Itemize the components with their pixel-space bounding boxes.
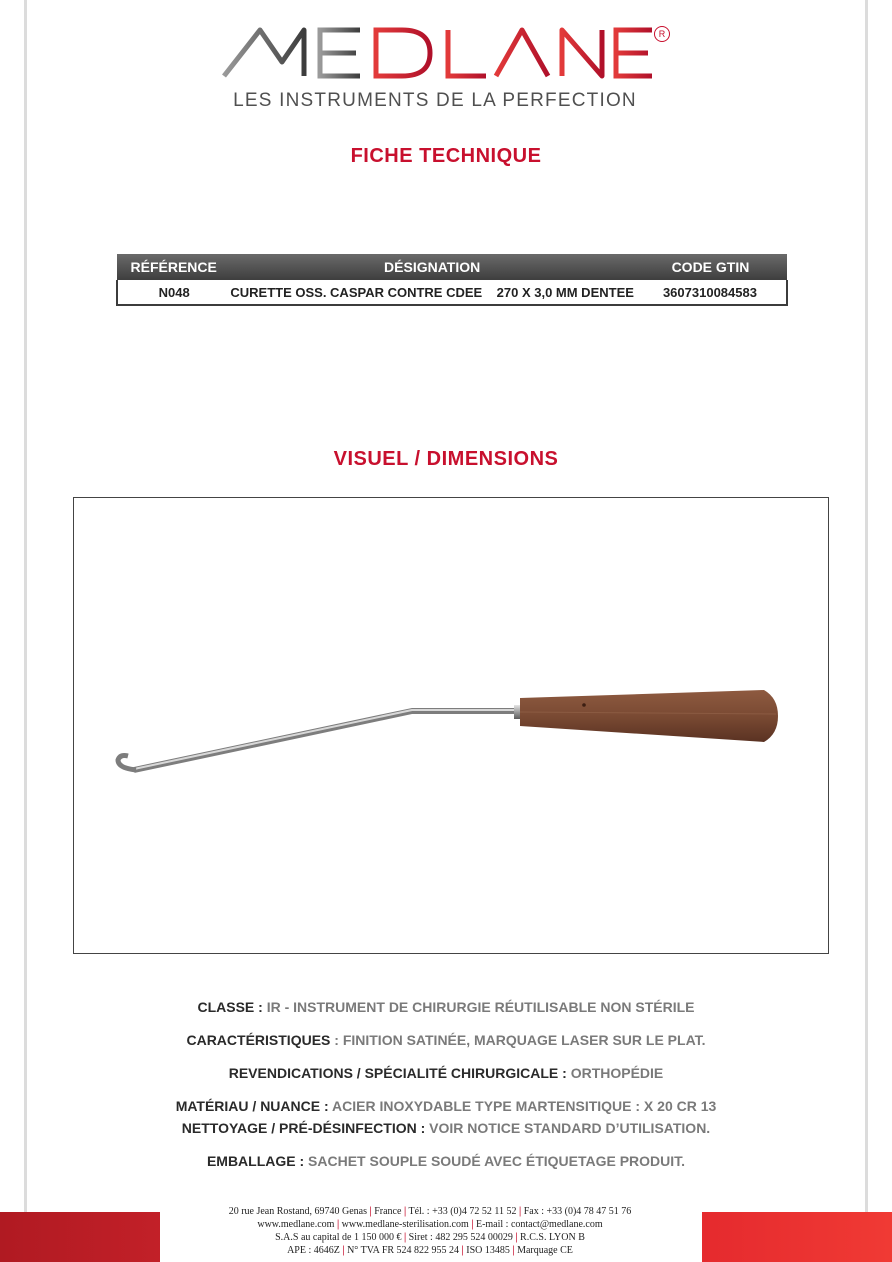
- cell-reference: N048: [117, 280, 230, 305]
- footer-ape: APE : 4646Z: [287, 1245, 340, 1256]
- cell-gtin: 3607310084583: [634, 280, 787, 305]
- spec-value: IR - INSTRUMENT DE CHIRURGIE RÉUTILISABLE NON STÉRILE: [266, 999, 695, 1015]
- header-designation: DÉSIGNATION: [230, 254, 634, 280]
- registered-mark: R: [654, 26, 670, 42]
- footer-website[interactable]: www.medlane.com: [257, 1219, 335, 1230]
- footer-accent-left: [0, 1212, 160, 1262]
- spec-nettoyage: [0, 1117, 892, 1139]
- footer-web-line: www.medlane.com | www.medlane-sterilisation.com | E-mail : contact@medlane.com: [257, 1219, 603, 1230]
- curette-image: [74, 498, 830, 955]
- spec-materiau: [0, 1095, 892, 1117]
- header-gtin: CODE GTIN: [634, 254, 787, 280]
- table-header-row: [117, 254, 787, 280]
- reference-table: [116, 254, 788, 306]
- footer-fax: Fax : +33 (0)4 78 47 51 76: [523, 1206, 632, 1217]
- spec-label: EMBALLAGE :: [206, 1153, 309, 1169]
- spec-value: ACIER INOXYDABLE TYPE MARTENSITIQUE : X 20 CR 13: [332, 1098, 717, 1114]
- cell-designation: CURETTE OSS. CASPAR CONTRE CDEE 270 X 3,0 MM DENTEE: [230, 280, 634, 305]
- spec-label: CLASSE :: [197, 999, 267, 1015]
- spec-value: : FINITION SATINÉE, MARQUAGE LASER SUR LE PLAT.: [330, 1032, 706, 1048]
- company-footer: [160, 1205, 700, 1257]
- spec-label: NETTOYAGE / PRÉ-DÉSINFECTION :: [181, 1120, 430, 1136]
- spec-classe: [0, 996, 892, 1018]
- visuel-dimensions-title: VISUEL / DIMENSIONS: [333, 448, 559, 470]
- footer-registration-line: APE : 4646Z | N° TVA FR 524 822 955 24 | ISO 13485 | Marquage CE: [287, 1245, 573, 1256]
- footer-accent-right: [702, 1212, 892, 1262]
- spec-value: VOIR NOTICE STANDARD D’UTILISATION.: [429, 1120, 711, 1136]
- footer-iso: ISO 13485: [466, 1245, 510, 1256]
- brand-tagline: LES INSTRUMENTS DE LA PERFECTION: [233, 90, 637, 111]
- fiche-technique-title: FICHE TECHNIQUE: [350, 145, 542, 167]
- footer-website-sterilisation[interactable]: www.medlane-sterilisation.com: [341, 1219, 469, 1230]
- footer-capital: S.A.S au capital de 1 150 000 €: [275, 1232, 402, 1243]
- spec-label: REVENDICATIONS / SPÉCIALITÉ CHIRURGICALE :: [228, 1065, 571, 1081]
- specifications: [0, 996, 892, 1172]
- spec-label: CARACTÉRISTIQUES: [186, 1032, 331, 1048]
- footer-address: 20 rue Jean Rostand, 69740 Genas: [228, 1206, 368, 1217]
- spec-emballage: [0, 1150, 892, 1172]
- footer-rcs: R.C.S. LYON B: [520, 1232, 585, 1243]
- table-row: [117, 280, 787, 305]
- footer-marquage: Marquage CE: [517, 1245, 573, 1256]
- spec-value: SACHET SOUPLE SOUDÉ AVEC ÉTIQUETAGE PRODUIT.: [308, 1153, 686, 1169]
- spec-revendications: [0, 1062, 892, 1084]
- footer-tva: N° TVA FR 524 822 955 24: [347, 1245, 460, 1256]
- spec-value: ORTHOPÉDIE: [570, 1065, 664, 1081]
- spec-label: MATÉRIAU / NUANCE :: [175, 1098, 333, 1114]
- footer-email[interactable]: E-mail : contact@medlane.com: [475, 1219, 603, 1230]
- footer-phone: Tél. : +33 (0)4 72 52 11 52: [408, 1206, 517, 1217]
- footer-country: France: [374, 1206, 402, 1217]
- medlane-logo: [220, 22, 680, 82]
- spec-caracteristiques: [0, 1029, 892, 1051]
- header-reference: RÉFÉRENCE: [117, 254, 230, 280]
- footer-address-line: 20 rue Jean Rostand, 69740 Genas | France | Tél. : +33 (0)4 72 52 11 52 | Fax : +33 (0)4 78 47 51 76: [228, 1206, 632, 1217]
- footer-siret: Siret : 482 295 524 00029: [408, 1232, 513, 1243]
- product-image-frame: [73, 497, 829, 954]
- footer-legal-line: S.A.S au capital de 1 150 000 € | Siret : 482 295 524 00029 | R.C.S. LYON B: [275, 1232, 585, 1243]
